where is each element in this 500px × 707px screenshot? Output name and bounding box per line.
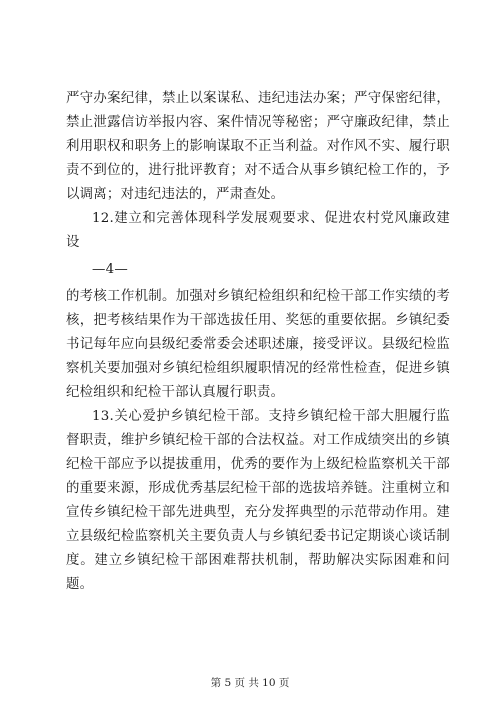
page-number-marker: —4— [92, 262, 129, 277]
paragraph-item-13-care-cadres: 13.关心爱护乡镇纪检干部。支持乡镇纪检干部大胆履行监督职责，维护乡镇纪检干部的合法权益。对工作成绩突出的乡镇纪检干部应予以提拔重用，优秀的要作为上级纪检监察机关干部的重要来源，形成优秀基层纪检干部的选拔培养链。注重树立和宣传乡镇纪检干部先进典型，充分发挥典型的示范带动作用。建立县级纪检监察机关主要负责人与乡镇纪委书记定期谈心谈话制度。建立乡镇纪检干部困难帮扶机制，帮助解决实际困难和问题。 [66, 409, 450, 592]
paragraph-assessment-mechanism: 的考核工作机制。加强对乡镇纪检组织和纪检干部工作实绩的考核，把考核结果作为干部选拔任用、奖惩的重要依据。乡镇纪委书记每年应向县级纪委常委会述职述廉，接受评议。县级纪检监察机关要加强对乡镇纪检组织履职情况的经常性检查，促进乡镇纪检组织和纪检干部认真履行职责。 [66, 289, 450, 400]
document-body [66, 87, 450, 597]
paragraph-discipline-rules: 严守办案纪律，禁止以案谋私、违纪违法办案；严守保密纪律，禁止泄露信访举报内容、案件情况等秘密；严守廉政纪律，禁止利用职权和职务上的影响谋取不正当利益。对作风不实、履行职责不到位的，进行批评教育；对不适合从事乡镇纪检工作的，予以调离；对违纪违法的，严肃查处。 [66, 91, 450, 202]
page-footer: 第 5 页 共 10 页 [210, 677, 290, 689]
paragraph-item-12-heading: 12.建立和完善体现科学发展观要求、促进农村党风廉政建设 [66, 211, 450, 250]
